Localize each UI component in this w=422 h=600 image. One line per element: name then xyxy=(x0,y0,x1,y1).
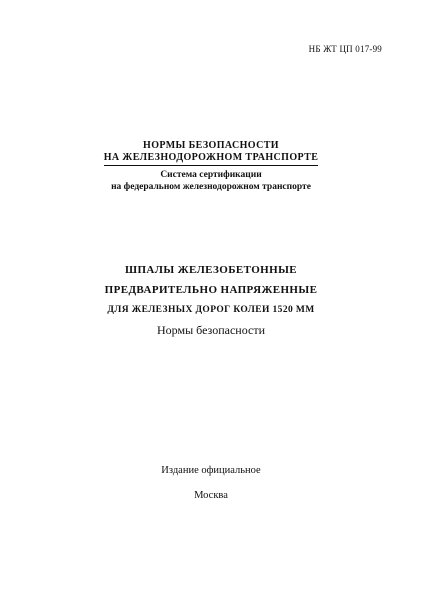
title-block xyxy=(0,260,422,340)
title-line-3: ДЛЯ ЖЕЛЕЗНЫХ ДОРОГ КОЛЕИ 1520 ММ xyxy=(107,305,315,315)
header-line-2: НА ЖЕЛЕЗНОДОРОЖНОМ ТРАНСПОРТЕ xyxy=(103,152,319,163)
title-line-2: ПРЕДВАРИТЕЛЬНО НАПРЯЖЕННЫЕ xyxy=(104,284,318,296)
edition-label: Издание официальное xyxy=(161,465,261,476)
system-line-2: на федеральном железнодорожном транспорте xyxy=(111,182,311,192)
title-line-1: ШПАЛЫ ЖЕЛЕЗОБЕТОННЫЕ xyxy=(124,264,298,276)
header-line-1: НОРМЫ БЕЗОПАСНОСТИ xyxy=(143,140,279,151)
document-code: НБ ЖТ ЦП 017-99 xyxy=(308,44,382,54)
header-block xyxy=(0,140,422,193)
header-divider xyxy=(104,165,318,166)
document-subtitle: Нормы безопасности xyxy=(156,323,266,337)
publication-city: Москва xyxy=(194,490,228,501)
system-line-1: Система сертификации xyxy=(160,170,262,180)
